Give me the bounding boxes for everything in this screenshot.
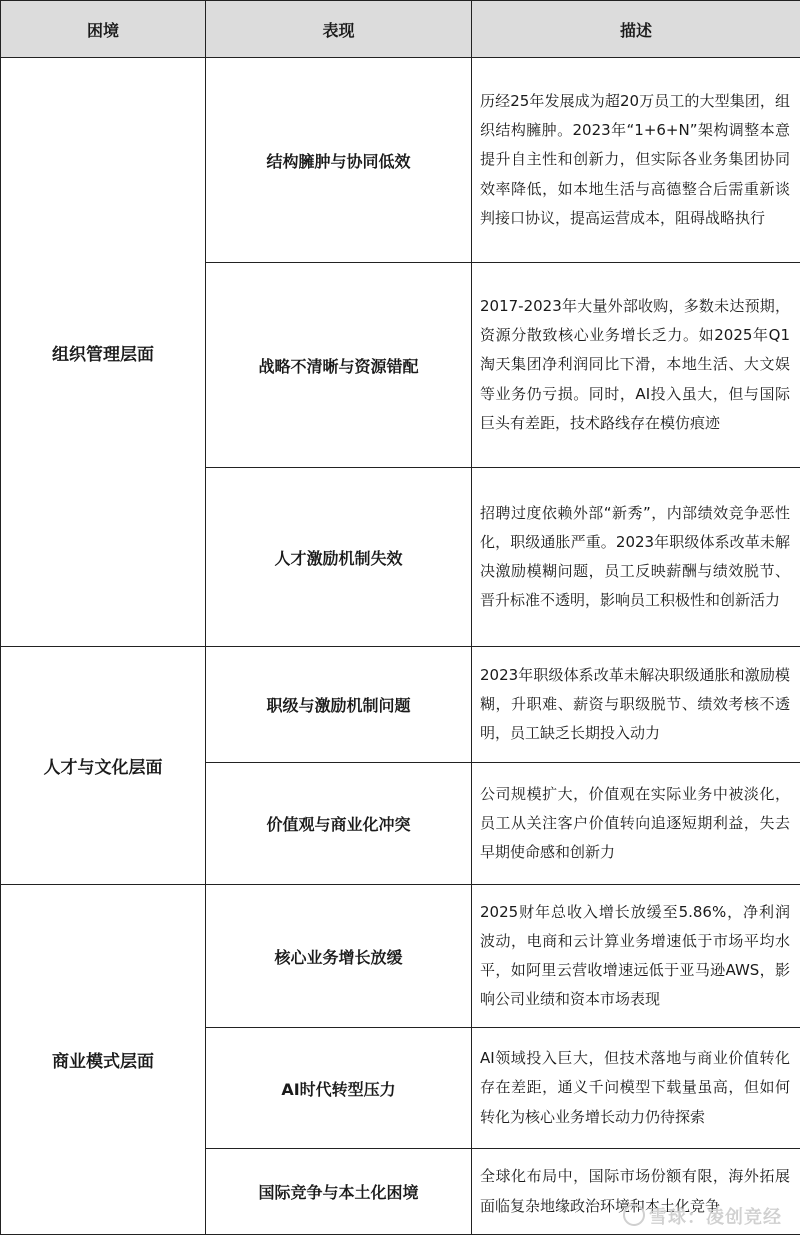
dilemma-cell: 商业模式层面	[1, 885, 206, 1235]
dilemma-cell: 人才与文化层面	[1, 647, 206, 885]
show-cell: 国际竞争与本土化困境	[206, 1149, 472, 1235]
header-row	[1, 1, 800, 58]
dilemma-cell: 组织管理层面	[1, 58, 206, 647]
desc-cell: 全球化布局中，国际市场份额有限，海外拓展面临复杂地缘政治环境和本土化竞争	[472, 1149, 800, 1235]
show-cell: 核心业务增长放缓	[206, 885, 472, 1028]
table-row	[1, 58, 800, 263]
table-row	[1, 885, 800, 1028]
table-row	[1, 647, 800, 763]
header-desc: 描述	[472, 1, 800, 58]
show-cell: 战略不清晰与资源错配	[206, 263, 472, 468]
desc-cell: 公司规模扩大，价值观在实际业务中被淡化，员工从关注客户价值转向追逐短期利益，失去早期使命感和创新力	[472, 763, 800, 885]
watermark-text: 雪球：凌创竞经	[649, 1207, 782, 1228]
header-show: 表现	[206, 1, 472, 58]
snowball-logo-icon	[623, 1204, 645, 1226]
show-cell: 人才激励机制失效	[206, 468, 472, 647]
desc-cell: 2023年职级体系改革未解决职级通胀和激励模糊，升职难、薪资与职级脱节、绩效考核不透明，员工缺乏长期投入动力	[472, 647, 800, 763]
header-dilemma: 困境	[1, 1, 206, 58]
desc-cell: 招聘过度依赖外部“新秀”，内部绩效竞争恶性化，职级通胀严重。2023年职级体系改革未解决激励模糊问题，员工反映薪酬与绩效脱节、晋升标准不透明，影响员工积极性和创新活力	[472, 468, 800, 647]
show-cell: AI时代转型压力	[206, 1028, 472, 1149]
desc-cell: AI领域投入巨大，但技术落地与商业价值转化存在差距，通义千问模型下载量虽高，但如何转化为核心业务增长动力仍待探索	[472, 1028, 800, 1149]
desc-cell: 历经25年发展成为超20万员工的大型集团，组织结构臃肿。2023年“1+6+N”架构调整本意提升自主性和创新力，但实际各业务集团协同效率降低，如本地生活与高德整合后需重新谈判接口协议，提高运营成本，阻碍战略执行	[472, 58, 800, 263]
show-cell: 职级与激励机制问题	[206, 647, 472, 763]
show-cell: 价值观与商业化冲突	[206, 763, 472, 885]
show-cell: 结构臃肿与协同低效	[206, 58, 472, 263]
desc-cell: 2025财年总收入增长放缓至5.86%，净利润波动，电商和云计算业务增速低于市场平均水平，如阿里云营收增速远低于亚马逊AWS，影响公司业绩和资本市场表现	[472, 885, 800, 1028]
desc-cell: 2017-2023年大量外部收购，多数未达预期，资源分散致核心业务增长乏力。如2025年Q1淘天集团净利润同比下滑，本地生活、大文娱等业务仍亏损。同时，AI投入虽大，但与国际巨头有差距，技术路线存在模仿痕迹	[472, 263, 800, 468]
watermark	[623, 1203, 782, 1229]
